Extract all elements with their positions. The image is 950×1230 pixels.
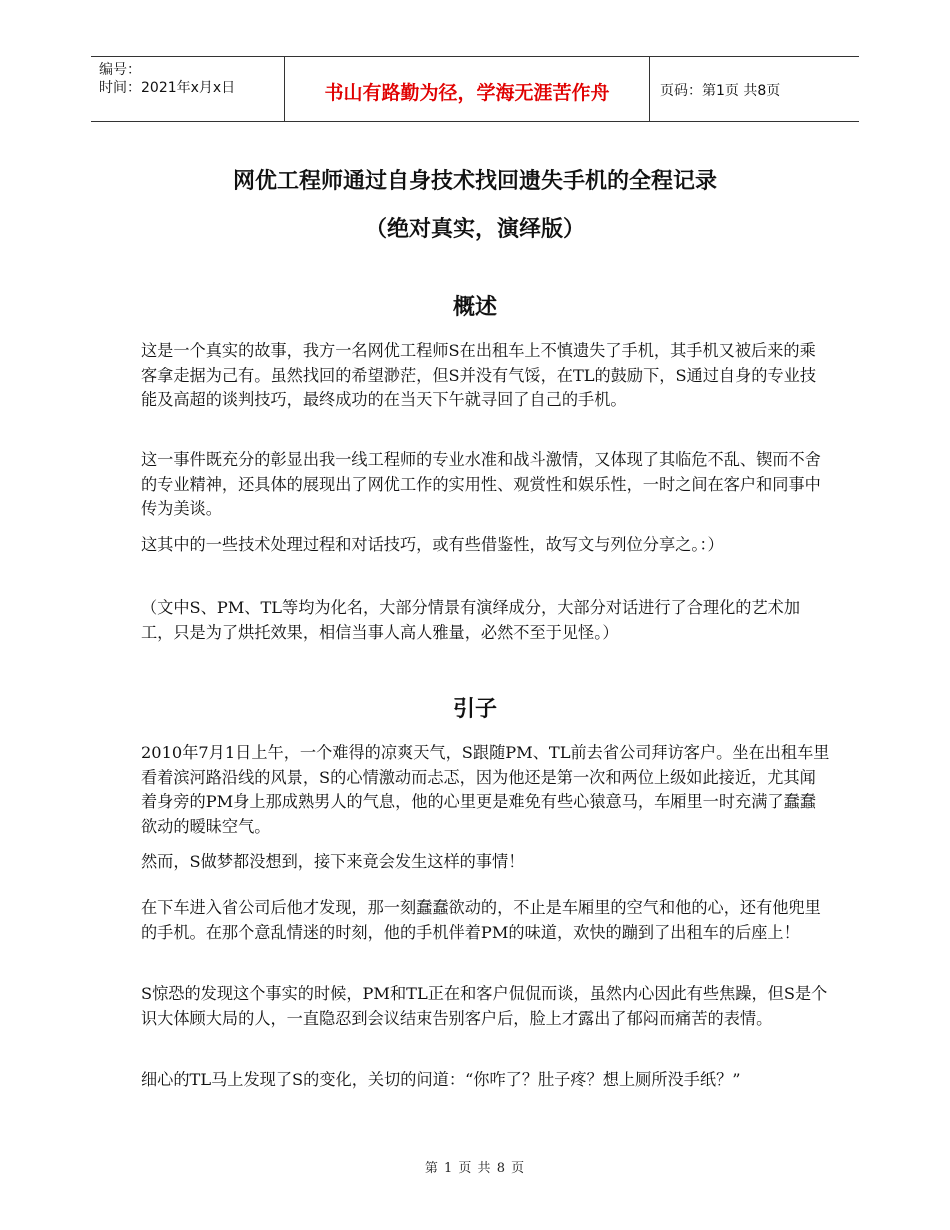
header-page-info: 页码：第1页 共8页 — [660, 83, 781, 99]
intro-paragraph: 然而，S做梦都没想到，接下来竟会发生这样的事情！ — [141, 852, 525, 871]
page-footer: 第 1 页 共 8 页 — [424, 1161, 526, 1176]
section-heading-overview: 概述 — [452, 295, 497, 320]
header-motto-cell — [285, 57, 650, 121]
header-motto: 书山有路勤为径，学海无涯苦作舟 — [324, 81, 610, 104]
intro-paragraph: 在下车进入省公司后他才发现，那一刻蠢蠢欲动的，不止是车厢里的空气和他的心，还有他兜里的手机。在那个意乱情迷的时刻，他的手机伴着PM的味道，欢快的蹦到了出租车的后座上！ — [141, 898, 821, 942]
document-title: 网优工程师通过自身技术找回遗失手机的全程记录 — [232, 169, 717, 194]
intro-paragraph: S惊恐的发现这个事实的时候，PM和TL正在和客户侃侃而谈，虽然内心因此有些焦躁，但S是个识大体顾大局的人，一直隐忍到会议结束告别客户后，脸上才露出了郁闷而痛苦的表情。 — [141, 984, 828, 1028]
document-time-label: 时间：2021年x月x日 — [99, 80, 236, 96]
header-meta-cell — [91, 57, 285, 121]
overview-paragraph: （文中S、PM、TL等均为化名，大部分情景有演绎成分，大部分对话进行了合理化的艺术加工，只是为了烘托效果，相信当事人高人雅量，必然不至于见怪。） — [141, 598, 801, 642]
overview-paragraph: 这一事件既充分的彰显出我一线工程师的专业水准和战斗激情，又体现了其临危不乱、锲而不舍的专业精神，还具体的展现出了网优工作的实用性、观赏性和娱乐性，一时之间在客户和同事中传为美谈。 — [141, 450, 821, 518]
section-heading-intro: 引子 — [452, 697, 497, 722]
document-number-label: 编号： — [99, 62, 141, 78]
intro-paragraph: 细心的TL马上发现了S的变化，关切的问道：“你咋了？肚子疼？想上厕所没手纸？” — [141, 1070, 741, 1089]
overview-paragraph: 这是一个真实的故事，我方一名网优工程师S在出租车上不慎遗失了手机，其手机又被后来的乘客拿走据为己有。虽然找回的希望渺茫，但S并没有气馁，在TL的鼓励下，S通过自身的专业技能及高超的谈判技巧，最终成功的在当天下午就寻回了自己的手机。 — [141, 341, 817, 409]
overview-paragraph: 这其中的一些技术处理过程和对话技巧，或有些借鉴性，故写文与列位分享之。：） — [141, 535, 724, 554]
header-page-cell — [650, 57, 859, 121]
document-subtitle: （绝对真实，演绎版） — [364, 217, 585, 242]
document-header — [91, 56, 859, 122]
intro-paragraph: 2010年7月1日上午，一个难得的凉爽天气，S跟随PM、TL前去省公司拜访客户。坐在出租车里看着滨河路沿线的风景，S的心情激动而忐忑，因为他还是第一次和两位上级如此接近，尤其闻着身旁的PM身上那成熟男人的气息，他的心里更是难免有些心猿意马，车厢里一时充满了蠢蠢欲动的暧昧空气。 — [141, 743, 830, 836]
